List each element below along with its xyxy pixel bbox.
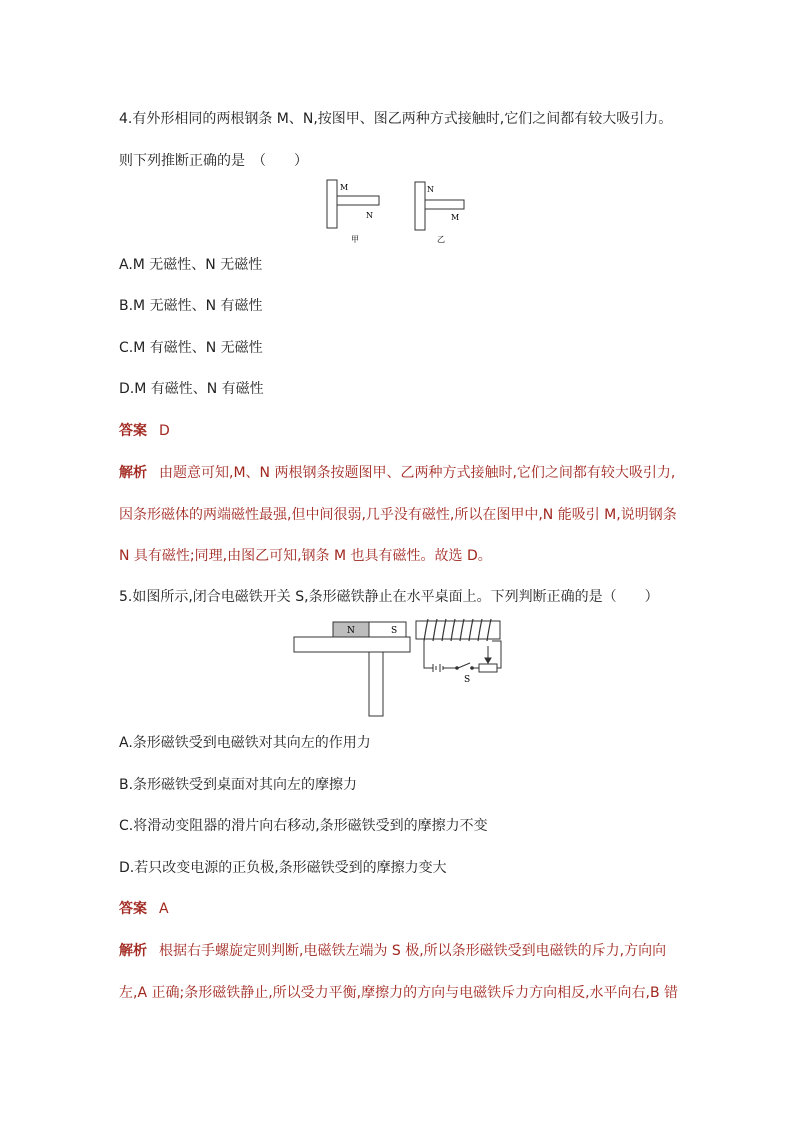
magnet-south-half <box>369 622 406 637</box>
jia-horizontal-bar <box>337 196 379 205</box>
table-leg <box>369 652 383 716</box>
q5-option-a: A.条形磁铁受到电磁铁对其向左的作用力 <box>119 735 371 751</box>
jia-vertical-bar <box>327 180 337 228</box>
yi-horizontal-bar <box>425 200 464 209</box>
q4-answer-value: D <box>159 423 170 439</box>
q4-answer-label: 答案 <box>119 423 147 439</box>
yi-vertical-bar <box>415 182 425 230</box>
q5-option-c: C.将滑动变阻器的滑片向右移动,条形磁铁受到的摩擦力不变 <box>119 818 488 834</box>
q5-option-b: B.条形磁铁受到桌面对其向左的摩擦力 <box>119 777 358 793</box>
table-top <box>294 637 410 652</box>
q4-analysis-text1: 由题意可知,M、N 两根钢条按题图甲、乙两种方式接触时,它们之间都有较大吸引力, <box>159 465 676 481</box>
magnet-s-label: S <box>391 626 398 636</box>
q4-stem-line2: 则下列推断正确的是 （ ） <box>119 153 308 169</box>
yi-label-n: N <box>427 185 434 194</box>
jia-label-m: M <box>340 183 349 192</box>
rheostat <box>479 664 497 672</box>
q5-analysis-label: 解析 <box>119 943 147 959</box>
q4-analysis-line2: 因条形磁体的两端磁性最强,但中间很弱,几乎没有磁性,所以在图甲中,N 能吸引 M,说明钢条 <box>119 507 677 523</box>
q4-option-d: D.M 有磁性、N 有磁性 <box>119 381 264 397</box>
q4-answer <box>119 422 170 440</box>
switch-label: S <box>464 675 471 685</box>
jia-caption: 甲 <box>351 235 359 244</box>
figure-yi <box>415 182 464 244</box>
q4-figure <box>322 176 472 248</box>
q5-answer <box>119 900 169 918</box>
q5-answer-label: 答案 <box>119 901 147 917</box>
q5-analysis-line2: 左,A 正确;条形磁铁静止,所以受力平衡,摩擦力的方向与电磁铁斥力方向相反,水平向右,B 错 <box>119 985 679 1001</box>
q4-stem-line1: 4.有外形相同的两根钢条 M、N,按图甲、图乙两种方式接触时,它们之间都有较大吸引力。 <box>119 111 673 127</box>
q5-stem: 5.如图所示,闭合电磁铁开关 S,条形磁铁静止在水平桌面上。下列判断正确的是（ ） <box>119 589 659 605</box>
q5-option-d: D.若只改变电源的正负极,条形磁铁受到的摩擦力变大 <box>119 860 447 876</box>
yi-label-m: M <box>451 213 460 222</box>
figure-jia <box>327 180 379 244</box>
yi-caption: 乙 <box>437 235 445 244</box>
q4-option-a: A.M 无磁性、N 无磁性 <box>119 257 263 273</box>
magnet-n-label: N <box>347 626 355 636</box>
q4-analysis-line3: N 具有磁性;同理,由图乙可知,钢条 M 也具有磁性。故选 D。 <box>119 548 492 564</box>
circuit <box>424 641 501 672</box>
jia-label-n: N <box>366 211 373 220</box>
q4-analysis-line1 <box>119 464 675 482</box>
q4-option-c: C.M 有磁性、N 无磁性 <box>119 340 263 356</box>
q5-figure <box>292 616 504 720</box>
q4-option-b: B.M 无磁性、N 有磁性 <box>119 298 263 314</box>
q4-analysis-label: 解析 <box>119 465 147 481</box>
q5-analysis-text1: 根据右手螺旋定则判断,电磁铁左端为 S 极,所以条形磁铁受到电磁铁的斥力,方向向 <box>159 943 667 959</box>
q5-analysis-line1 <box>119 942 666 960</box>
q5-answer-value: A <box>159 901 169 917</box>
